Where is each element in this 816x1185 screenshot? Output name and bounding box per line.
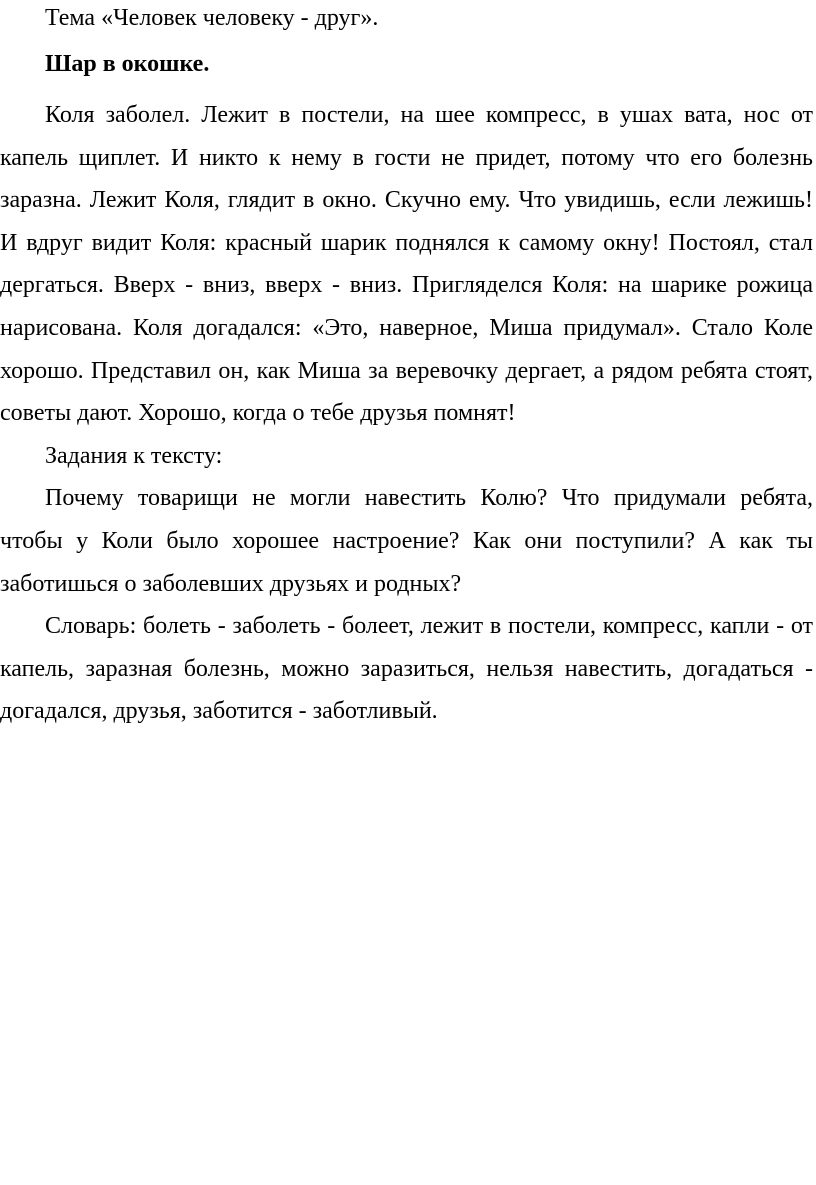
story-paragraph: Коля заболел. Лежит в постели, на шее компресс, в ушах вата, нос от капель щиплет. И никто к нему в гости не придет, потому что его болезнь заразна. Лежит Коля, глядит в окно. Скучно ему. Что увидишь, если лежишь! И вдруг видит Коля: красный шарик поднялся к самому окну! Постоял, стал дергаться. Вверх - вниз, вверх - вниз. Пригляделся Коля: на шарике рожица нарисована. Коля догадался: «Это, наверное, Миша придумал». Стало Коле хорошо. Представил он, как Миша за веревочку дергает, а рядом ребята стоят, советы дают. Хорошо, когда о тебе друзья помнят! — [0, 102, 813, 427]
topic-line: Тема «Человек человеку - друг». — [45, 5, 379, 31]
questions-paragraph: Почему товарищи не могли навестить Колю? Что придумали ребята, чтобы у Коли было хорошее настроение? Как они поступили? А как ты заботишься о заболевших друзьях и родных? — [0, 485, 813, 597]
tasks-label: Задания к тексту: — [45, 442, 223, 469]
vocabulary-paragraph: Словарь: болеть - заболеть - болеет, лежит в постели, компресс, капли - от капель, заразная болезнь, можно заразиться, нельзя навестить, догадаться - догадался, друзья, заботится - заботливый. — [0, 613, 813, 725]
story-heading: Шар в окошке. — [45, 51, 210, 77]
